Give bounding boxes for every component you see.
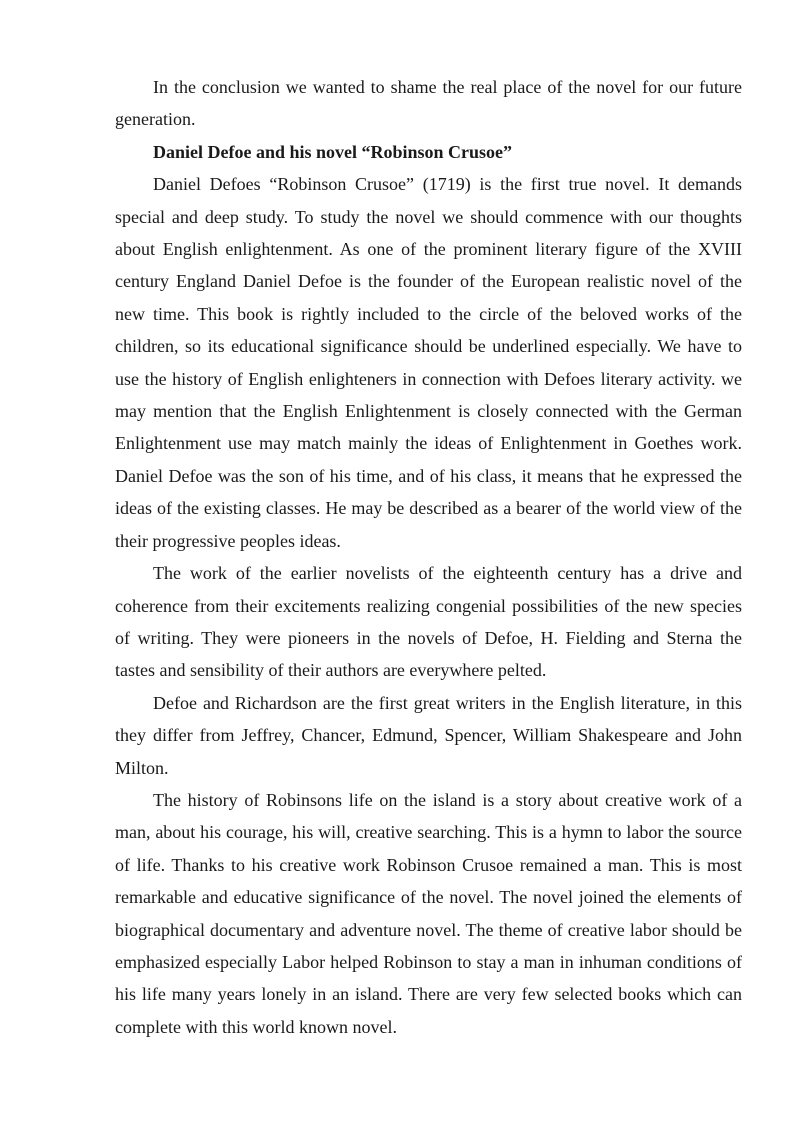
body-paragraph: Defoe and Richardson are the first great writers in the English literature, in this they differ from Jeffrey, Chancer, Edmund, Spencer, William Shakespeare and John Milton. (115, 692, 742, 778)
intro-paragraph: In the conclusion we wanted to shame the real place of the novel for our future generation. (115, 77, 742, 130)
document-page (115, 71, 742, 1043)
body-paragraph: Daniel Defoes “Robinson Crusoe” (1719) is the first true novel. It demands special and deep study. To study the novel we should commence with our thoughts about English enlightenment. As one of the prominent literary figure of the XVIII century England Daniel Defoe is the founder of the European realistic novel of the new time. This book is rightly included to the circle of the beloved works of the children, so its educational significance should be underlined especially. We have to use the history of English enlighteners in connection with Defoes literary activity. we may mention that the English Enlightenment is closely connected with the German Enlightenment use may match mainly the ideas of Enlightenment in Goethes work. Daniel Defoe was the son of his time, and of his class, it means that he expressed the ideas of the existing classes. He may be described as a bearer of the world view of the their progressive peoples ideas. (115, 174, 742, 551)
body-paragraph: The work of the earlier novelists of the eighteenth century has a drive and coherence from their excitements realizing congenial possibilities of the new species of writing. They were pioneers in the novels of Defoe, H. Fielding and Sterna the tastes and sensibility of their authors are everywhere pelted. (115, 563, 742, 681)
section-heading: Daniel Defoe and his novel “Robinson Crusoe” (153, 141, 513, 162)
body-paragraph: The history of Robinsons life on the island is a story about creative work of a man, about his courage, his will, creative searching. This is a hymn to labor the source of life. Thanks to his creative work Robinson Crusoe remained a man. This is most remarkable and educative significance of the novel. The novel joined the elements of biographical documentary and adventure novel. The theme of creative labor should be emphasized especially Labor helped Robinson to stay a man in inhuman conditions of his life many years lonely in an island. There are very few selected books which can complete with this world known novel. (115, 789, 742, 1037)
